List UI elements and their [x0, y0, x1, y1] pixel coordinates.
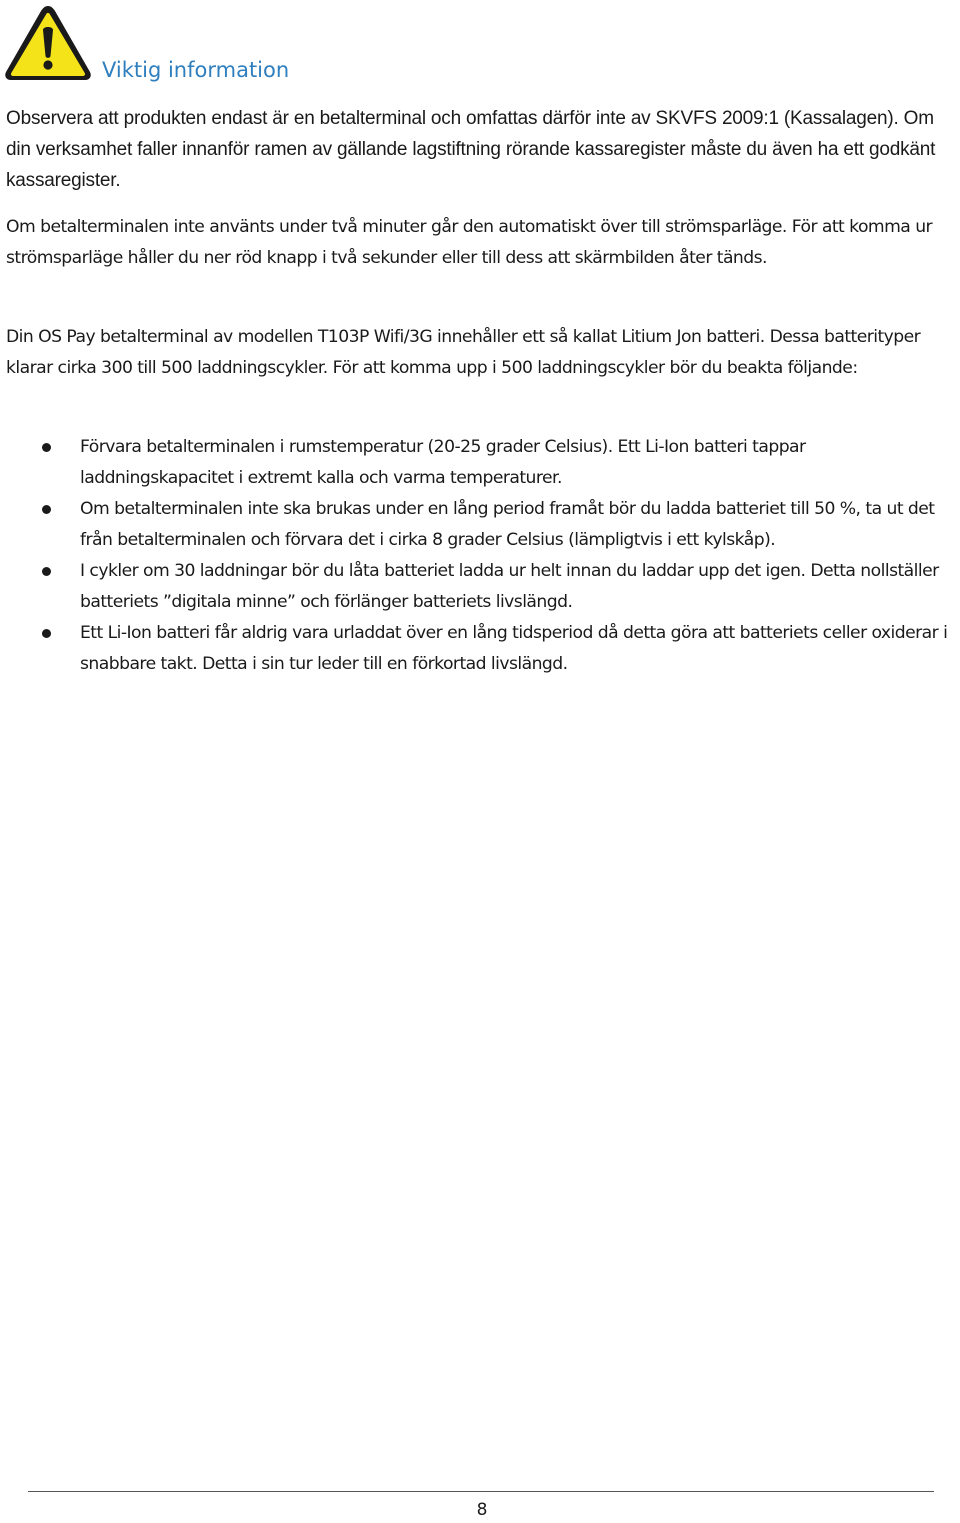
list-item-text: Förvara betalterminalen i rumstemperatur (20-25 grader Celsius). Ett Li-Ion batteri tappar laddningskapacitet i extremt kalla och varma temperaturer. — [80, 437, 806, 488]
paragraph-power-saving: Om betalterminalen inte använts under två minuter går den automatiskt över till strömsparläge. För att komma ur strömsparläge håller du ner röd knapp i två sekunder eller till dess att skärmbilden åter tänds. — [6, 217, 933, 268]
list-item — [0, 432, 960, 494]
section-heading: Viktig information — [102, 58, 290, 82]
paragraph-battery-info: Din OS Pay betalterminal av modellen T103P Wifi/3G innehåller ett så kallat Litium Jon batteri. Dessa batterityper klarar cirka 300 till 500 laddningscykler. För att komma upp i 500 laddningscykler bör du beakta följande: — [6, 327, 921, 378]
paragraph-kassalagen: Observera att produkten endast är en betalterminal och omfattas därför inte av SKVFS 2009:1 (Kassalagen). Om din verksamhet faller innanför ramen av gällande lagstiftning rörande kassaregister måste du även ha ett godkänt kassaregister. — [6, 108, 936, 191]
warning-triangle-icon — [2, 2, 94, 84]
bullet-icon — [42, 505, 51, 514]
bullet-icon — [42, 629, 51, 638]
bullet-icon — [42, 443, 51, 452]
list-item-text: I cykler om 30 laddningar bör du låta batteriet ladda ur helt innan du laddar upp det igen. Detta nollställer batteriets ”digitala minne” och förlänger batteriets livslängd. — [80, 561, 939, 612]
battery-care-list — [0, 432, 960, 680]
footer-divider — [28, 1491, 934, 1492]
list-item-text: Om betalterminalen inte ska brukas under en lång period framåt bör du ladda batteriet till 50 %, ta ut det från betalterminalen och förvara det i cirka 8 grader Celsius (lämpligtvis i ett kylskåp). — [80, 499, 935, 550]
list-item — [0, 494, 960, 556]
list-item — [0, 618, 960, 680]
page-number: 8 — [476, 1500, 488, 1520]
list-item-text: Ett Li-Ion batteri får aldrig vara urladdat över en lång tidsperiod då detta göra att batteriets celler oxiderar i snabbare takt. Detta i sin tur leder till en förkortad livslängd. — [80, 623, 948, 674]
bullet-icon — [42, 567, 51, 576]
list-item — [0, 556, 960, 618]
